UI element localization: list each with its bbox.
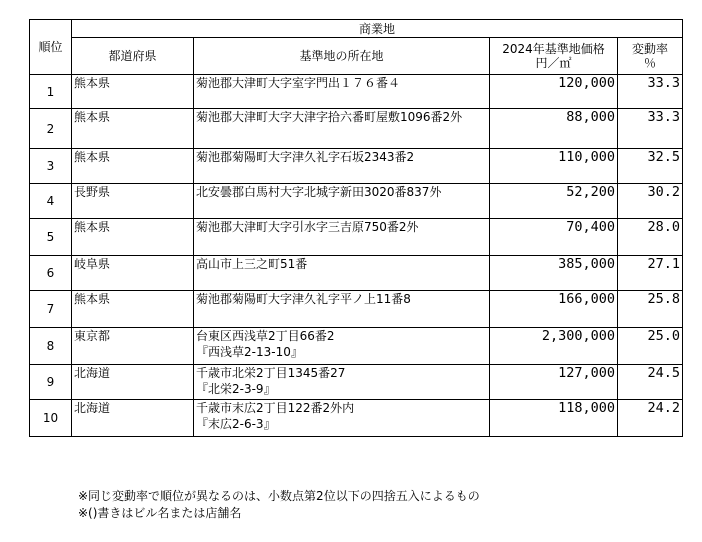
prefecture-cell: 熊本県 — [72, 75, 194, 109]
rate-cell: 25.8 — [618, 291, 683, 328]
rank-cell: 10 — [30, 400, 72, 437]
prefecture-cell: 熊本県 — [72, 149, 194, 184]
rate-cell: 24.2 — [618, 400, 683, 437]
prefecture-cell: 北海道 — [72, 400, 194, 437]
rate-cell: 28.0 — [618, 219, 683, 256]
price-cell: 385,000 — [490, 256, 618, 291]
price-cell: 120,000 — [490, 75, 618, 109]
rate-cell: 24.5 — [618, 365, 683, 400]
footnotes — [78, 488, 480, 522]
table-row — [30, 400, 683, 437]
price-cell: 127,000 — [490, 365, 618, 400]
prefecture-cell: 北海道 — [72, 365, 194, 400]
price-header: 2024年基準地価格 円／㎡ — [490, 38, 618, 75]
rate-cell: 33.3 — [618, 109, 683, 149]
rank-cell: 1 — [30, 75, 72, 109]
prefecture-cell: 東京都 — [72, 328, 194, 365]
price-cell: 70,400 — [490, 219, 618, 256]
address-header: 基準地の所在地 — [194, 38, 490, 75]
rank-cell: 3 — [30, 149, 72, 184]
price-cell: 118,000 — [490, 400, 618, 437]
rank-header: 順位 — [30, 20, 72, 75]
address-cell: 台東区西浅草2丁目66番2 『西浅草2-13-10』 — [194, 328, 490, 365]
prefecture-cell: 熊本県 — [72, 219, 194, 256]
rank-cell: 5 — [30, 219, 72, 256]
table-row — [30, 328, 683, 365]
table-row — [30, 109, 683, 149]
rank-cell: 2 — [30, 109, 72, 149]
table-row — [30, 365, 683, 400]
address-cell: 千歳市北栄2丁目1345番27 『北栄2-3-9』 — [194, 365, 490, 400]
rate-cell: 27.1 — [618, 256, 683, 291]
address-cell: 菊池郡大津町大字引水字三吉原750番2外 — [194, 219, 490, 256]
address-cell: 北安曇郡白馬村大字北城字新田3020番837外 — [194, 184, 490, 219]
price-cell: 52,200 — [490, 184, 618, 219]
price-cell: 166,000 — [490, 291, 618, 328]
rate-header: 変動率 ％ — [618, 38, 683, 75]
table-row — [30, 291, 683, 328]
land-price-table — [29, 19, 683, 437]
table-row — [30, 75, 683, 109]
rank-cell: 9 — [30, 365, 72, 400]
rank-cell: 7 — [30, 291, 72, 328]
table-row — [30, 149, 683, 184]
prefecture-cell: 岐阜県 — [72, 256, 194, 291]
price-cell: 88,000 — [490, 109, 618, 149]
address-cell: 菊池郡菊陽町大字津久礼字石坂2343番2 — [194, 149, 490, 184]
price-cell: 110,000 — [490, 149, 618, 184]
rank-cell: 8 — [30, 328, 72, 365]
rate-cell: 33.3 — [618, 75, 683, 109]
rank-cell: 6 — [30, 256, 72, 291]
prefecture-cell: 長野県 — [72, 184, 194, 219]
prefecture-cell: 熊本県 — [72, 291, 194, 328]
footnote-rounding: ※同じ変動率で順位が異なるのは、小数点第2位以下の四捨五入によるもの — [78, 489, 480, 503]
address-cell: 高山市上三之町51番 — [194, 256, 490, 291]
table-row — [30, 256, 683, 291]
rate-cell: 25.0 — [618, 328, 683, 365]
group-header: 商業地 — [72, 20, 683, 38]
rate-cell: 32.5 — [618, 149, 683, 184]
rank-cell: 4 — [30, 184, 72, 219]
address-cell: 千歳市末広2丁目122番2外内 『末広2-6-3』 — [194, 400, 490, 437]
address-cell: 菊池郡菊陽町大字津久礼字平ノ上11番8 — [194, 291, 490, 328]
rate-cell: 30.2 — [618, 184, 683, 219]
table-row — [30, 184, 683, 219]
table-row — [30, 219, 683, 256]
prefecture-header: 都道府県 — [72, 38, 194, 75]
address-cell: 菊池郡大津町大字室字門出１７６番４ — [194, 75, 490, 109]
footnote-names: ※()書きはビル名または店舗名 — [78, 506, 242, 520]
address-cell: 菊池郡大津町大字大津字拾六番町屋敷1096番2外 — [194, 109, 490, 149]
prefecture-cell: 熊本県 — [72, 109, 194, 149]
price-cell: 2,300,000 — [490, 328, 618, 365]
